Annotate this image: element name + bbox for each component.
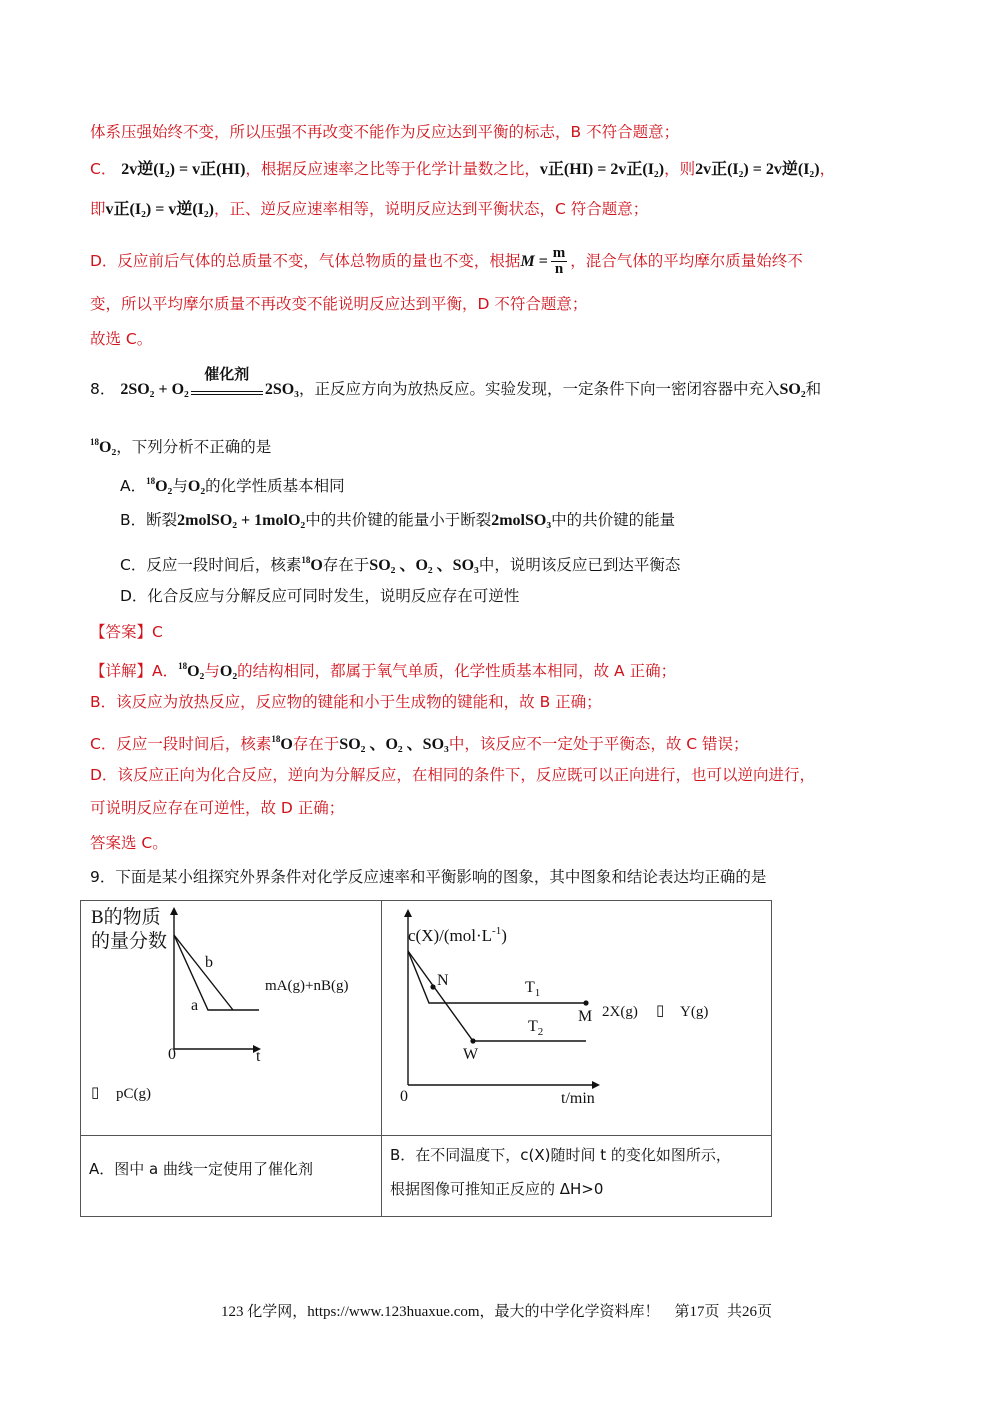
q7-c-text-2: ，则 [664,160,696,178]
q7-c-rate-relation-1: 2v逆(I₂) = v正(HI) [121,161,246,178]
q9-graph-b-xlabel: t/min [561,1090,595,1107]
q9-graph-b-ylabel-end: ) [501,926,507,945]
q9-graph-b-label-w: W [463,1046,479,1063]
q8-conclusion: 答案选 C。 [90,834,168,852]
q9-option-a: A．图中 a 曲线一定使用了催化剂 [89,1160,313,1178]
q8-equilibrium-line-top [191,391,263,392]
q8-option-b [120,509,675,532]
q8-equation-rhs: 2SO₃ [264,381,299,398]
q7-c2-text-0: 即 [90,200,106,218]
q9-graph-b-label-n: N [437,972,449,989]
q8-detail-d-line2: 可说明反应存在可逆性，故 D 正确； [90,799,345,817]
q7-option-b-tail: 体系压强始终不变，所以压强不再改变不能作为反应达到平衡的标志，B 不符合题意； [90,123,680,141]
q9-graph-a-cell [81,901,382,1136]
q9-graph-b-t1-sub: 1 [534,987,541,999]
q8-detail-label: 【详解】A． [90,662,179,680]
q8-and: 和 [805,380,822,398]
q8-option-b-text-1: 中的共价键的能量 [551,511,676,529]
q9-graph-a-ylabel-line1: B的物质 [91,907,161,928]
page-footer: 123 化学网，https://www.123huaxue.com，最大的中学化学资料库！ 第17页 共26页 [220,1304,773,1320]
q8-detail-b: B．该反应为放热反应，反应物的键能和小于生成物的键能和，故 B 正确； [90,693,602,711]
q9-option-b-cell [382,1136,772,1217]
q9-graph-a-ylabel-line2: 的量分数 [91,931,168,952]
q9-graph-b-reaction-rhs: Y(g) [680,1004,709,1020]
q9-graph-a-reaction-rhs: pC(g) [116,1086,151,1102]
q7-c-text-3: ， [819,160,836,178]
q7-option-c-line2 [90,198,648,221]
q9-graph-b-point-m [583,1000,588,1005]
q8-o18-formula: O₂ [99,439,117,456]
q9-graph-a-xlabel: t [256,1048,261,1065]
q9-graph-a [81,901,381,1131]
q9-graph-b-ylabel-sup: -1 [492,925,502,937]
q8-answer: 【答案】C [90,623,163,641]
q7-c-label: C． [90,160,117,178]
q9-graph-a-label-b: b [205,954,213,971]
q8-detail-a-text-1: 的结构相同，都属于氧气单质，化学性质基本相同，故 A 正确； [237,662,677,680]
q8-stem-line1 [90,364,822,401]
q8-option-a-mass: 18 [146,476,156,486]
q9-options-table [80,900,772,1217]
q9-option-b-line2: 根据图像可推知正反应的 ΔH>0 [390,1180,604,1198]
q9-graph-b-t2-letter: T [528,1018,538,1035]
q8-detail-c-text-0: C．反应一段时间后，核素 [90,735,272,753]
q7-d-formula-lhs: M = [520,253,548,270]
q9-graph-a-y-arrow [170,907,178,915]
q8-option-a [120,470,345,498]
q7-d-fraction-numerator: m [552,245,566,261]
q8-equilibrium-line-bottom [191,394,263,395]
q9-option-b [382,1136,771,1214]
q9-graph-b-y-arrow [404,909,412,917]
q7-option-d-line2: 变，所以平均摩尔质量不再改变不能说明反应达到平衡，D 不符合题意； [90,295,588,313]
q9-graph-b-label-t2 [528,1018,543,1038]
q9-stem: 9．下面是某小组探究外界条件对化学反应速率和平衡影响的图象，其中图象和结论表达均正确的是 [90,868,767,886]
q9-graph-b-label-t1 [525,979,540,999]
q9-graph-b [382,901,771,1131]
q8-option-c-text-0: 存在于 [322,556,370,574]
q9-graph-a-label-a: a [191,997,199,1014]
q8-option-c-label: C．反应一段时间后，核素 [120,556,302,574]
q9-option-a-cell [81,1136,382,1217]
q8-option-a-o18: O₂ [155,478,173,495]
q8-option-a-label: A． [120,477,147,495]
q7-option-c-line1 [90,158,835,181]
q8-detail-a-o18: O₂ [187,663,205,680]
q8-option-b-formula-2: 2molSO₃ [491,512,552,529]
q9-graph-b-t1-letter: T [525,979,535,996]
q8-stem-text-1: ，正反应方向为放热反应。实验发现，一定条件下向一密闭容器中充入 [298,380,780,398]
q9-graph-b-point-w [470,1038,475,1043]
q7-option-d-line1 [90,246,803,277]
q8-stem-text-2: ，下列分析不正确的是 [116,438,272,456]
q8-option-b-label: B．断裂 [120,511,178,529]
q7-d-fraction-denominator: n [554,261,564,277]
q9-graph-a-origin: 0 [168,1046,176,1063]
q8-number: 8． [90,380,116,398]
q8-detail-c-o: O [280,736,293,753]
q9-option-b-line1: B．在不同温度下，c(X)随时间 t 的变化如图所示， [390,1146,731,1164]
q9-graph-a-equilibrium-symbol: ▯ [91,1083,100,1101]
q8-option-b-text-0: 中的共价键的能量小于断裂 [305,511,492,529]
q7-c-rate-relation-3: 2v正(I₂) = 2v逆(I₂) [695,161,820,178]
q9-graph-b-x-arrow [592,1081,600,1089]
q8-detail-a-mass: 18 [178,661,188,671]
q9-graph-b-point-n [430,984,435,989]
q8-option-b-formula-1: 2molSO₂ + 1molO₂ [177,512,306,529]
q8-detail-a-o2: O₂ [219,663,238,680]
q8-option-a-o2: O₂ [187,478,206,495]
q8-option-d: D．化合反应与分解反应可同时发生，说明反应存在可逆性 [120,587,520,605]
q8-stem-line2 [90,431,271,459]
q9-graph-b-ylabel [408,925,507,945]
q9-graph-b-origin: 0 [400,1088,408,1105]
q8-detail-c-text-2: 中，该反应不一定处于平衡态，故 C 错误； [448,735,749,753]
q7-c-rate-relation-2: v正(HI) = 2v正(I₂) [539,161,665,178]
q8-equation-arrow [189,364,265,401]
q9-graph-b-curve-t1 [408,951,586,1003]
q9-graph-b-curve-t2 [408,951,586,1041]
q8-option-c-text-1: 中，说明该反应已到达平衡态 [478,556,681,574]
q8-detail-a-text-0: 与 [204,662,220,680]
q8-detail-c [90,728,749,756]
q8-catalyst-label: 催化剂 [204,364,250,383]
q8-option-c [120,549,680,577]
q9-graph-b-equilibrium-symbol: ▯ [656,1001,665,1019]
q8-detail-c-mass: 18 [271,734,281,744]
q9-graph-b-cell [382,901,772,1136]
q8-detail-a [90,655,676,683]
q9-graph-b-reaction-lhs: 2X(g) [602,1004,638,1020]
q7-conclusion: 故选 C。 [90,330,153,348]
q8-so2: SO₂ [779,381,806,398]
q7-d-text-0: D．反应前后气体的总质量不变，气体总物质的量也不变，根据 [90,252,521,270]
q8-equation-lhs: 2SO₂ + O₂ [120,381,189,398]
q8-option-c-mass: 18 [301,555,311,565]
q7-c-text-1: ，根据反应速率之比等于化学计量数之比， [245,160,540,178]
q8-detail-c-text-1: 存在于 [292,735,340,753]
q8-detail-c-species: SO₂ 、O₂ 、SO₃ [339,736,449,753]
q9-graph-b-ylabel-main: c(X)/(mol·L [408,926,493,945]
q7-c2-text-1: ，正、逆反应速率相等，说明反应达到平衡状态，C 符合题意； [214,200,649,218]
q8-option-a-text-1: 的化学性质基本相同 [205,477,345,495]
q8-option-c-o: O [310,557,323,574]
q9-graph-b-label-m: M [578,1008,593,1025]
q7-d-fraction [551,246,568,277]
q7-c-rate-relation-4: v正(I₂) = v逆(I₂) [105,201,214,218]
q9-graph-a-curve-a [174,935,259,1010]
q8-option-a-text-0: 与 [172,477,188,495]
q8-detail-d-line1: D．该反应正向为化合反应，逆向为分解反应，在相同的条件下，反应既可以正向进行，也可以逆向进行， [90,766,815,784]
q8-option-c-species: SO₂ 、O₂ 、SO₃ [369,557,479,574]
q9-graph-b-t2-sub: 2 [537,1026,544,1038]
q7-d-text-1: ，混合气体的平均摩尔质量始终不 [570,252,803,270]
q9-graph-a-reaction-lhs: mA(g)+nB(g) [265,978,349,994]
q8-o18-mass: 18 [90,437,99,447]
